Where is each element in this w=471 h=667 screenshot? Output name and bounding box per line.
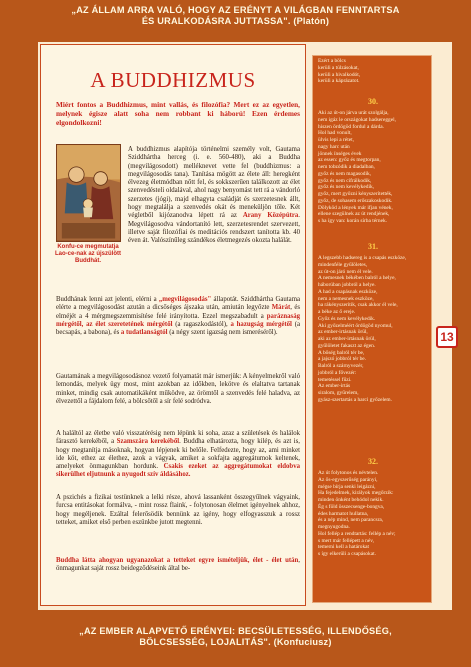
p2-highlight-d: Márát — [271, 304, 291, 312]
top-banner-line2: ÉS URALKODÁSRA JUTTASSA". (Platón) — [141, 16, 330, 26]
p2-highlight-h: a hazugság mérgétől — [230, 320, 292, 328]
paragraph-2 — [56, 296, 300, 337]
page-number-badge: 13 — [436, 326, 458, 348]
p6-text-b: , önmagunkat saját rossz beidegződéseink által be- — [56, 557, 300, 573]
verse-intro: Ezért a bölcs kerüli a túlzásokat, kerüli a hivalkodót, kerüli a káprázatot. — [318, 58, 361, 85]
p2-highlight-j: a tudatlanságtól — [120, 329, 168, 337]
bottom-banner — [0, 626, 471, 648]
paragraph-1 — [128, 146, 300, 246]
buddha-painting-image — [56, 144, 121, 242]
p2-text-g: (a ragaszkodástól), — [172, 320, 231, 328]
p6-highlight: Buddha látta ahogyan ugyanazokat a tetteket egyre ismételjük, élet - élet után — [56, 557, 299, 564]
paragraph-3: Gautamának a megvilágosodásnoz vezető folyamatát már ismerjük: A kényelmekről való lemondás, melyek ügy most, mint azokban az időkben, lekötve és elaltatva tartanak minket, mindig csak automatikáként működve, az örömtől a szenvedés felé haladva, az élvezettől a fájdalom felé, a bölcsőtől a sír felé sodródva. — [56, 373, 300, 405]
top-banner-line1: „AZ ÁLLAM ARRA VALÓ, HOGY AZ ERÉNYT A VILÁGBAN FENNTARTSA — [71, 5, 400, 15]
p1-highlight: Arany Középútra — [242, 212, 299, 220]
paragraph-4 — [56, 430, 300, 480]
p1-text-a: A buddhizmus alapítója történelmi személy volt, Gautama Sziddhártha herceg (i. e. 560-480), aki a Buddha (megvilágosodott) melléknevet vette fel (buddhizmus: a megvilágosodás tana). Tanítása mögött az élete áll: heregként élvezeg életmódban nőtt fel, és sokkszerűen találkozott az élet szenvedésteli oldalával, ahol nagy benyomást tett rá a vándorló szerzetes (jógi), majd elhagyta családját és szerzetesnek állt, hogy megtalálja a szenvedés okát és meneküljön tőle. Két végletből kijózanodva lépett rá az — [128, 146, 300, 220]
p4-text-c: . Buddha elhatározta, hogy kilép, és azt is, hogy megtanítja másoknak, hogyan lépjenek ki belőle. Felfedezte, hogy az, ami minket ide köt, ethez az élethez, azok a vágyak, amiket a sokfajta aggregátumok keltenek, amelyeket önmagunkban hordunk. — [56, 438, 300, 471]
p2-text-a: Buddhának lenni azt jelenti, elérni a — [56, 296, 159, 303]
p1-text-c: . Megvilágosodva vándortanító lett, szerzetesrendet szervezett, illetve saját filozófiai és meditációs rendszert tanította kb. 40 éven át. Valószínűleg szándékos életmegezés okozta halálát. — [128, 212, 300, 245]
verse-31: A legszebb hadsereg is a csapás eszköze, mindenféle gyűlöletes, az út-on járó nem él vele. A nemesnek békében balról a helye, háborúban jobbról a helye. A had a csapásnak eszköze, nem a nemesnek eszköze, ha rákényszerítik, csak akkor él vele, a béke az ő ereje. Győz és nem kevélykedik. Aki győzelméért ördögöd nyomul, az ember-irtásnak örül, aki az ember-irtásnak örül, gyűlöletet fakaszt az égen. A bőség balról tér be, a jajszó jobbról tér be. Balról a szárnyvezér, jobbról a fővezér: temetéssel fűzi. Az ember-irtás siralom, gyűrelem, gyász-szertartás a harci győzelem. — [318, 255, 407, 403]
p2-text-i: (a becsapás, a babona), és — [56, 320, 300, 337]
verse-32: Az út folytonos és névtelen. Az ős-egyszerűség parányi, mégse bírja senki leigázni, Ha fejedelmek, királyok megőrzik: minden önként behódol nekik. Ég s föld összecsenge-bongva, édes harmatot hullatna, és a nép mind, nem parancsra, megnyugodna. Hol fellép a rendtartás: fellép a név; s mert már fellépett a név, temerni kell a határokat s így elkerüli a csapásokat. — [318, 470, 396, 557]
p2-highlight-b: „megvilágosodás" — [158, 296, 212, 303]
p2-text-c: állapotát. Sziddhártha Gautama elérte a megvilágosodást azután a dicsőséges ájszaka után, amiután legyőzte — [56, 296, 300, 312]
p2-text-e: , és elméjét a 4 mérgmegszemmisítése felé irányította. Ezzel megszabadult a — [56, 304, 301, 320]
painting-illustration — [57, 145, 120, 241]
article-title: A BUDDHIZMUS — [90, 68, 256, 92]
bottom-banner-line1: „AZ EMBER ALAPVETŐ ERÉNYEI: BECSÜLETESSÉG, ILLENDŐSÉG, — [79, 626, 392, 636]
paragraph-5: A pszichés a fizikai testünknek a lelki része, ahová lassanként összegyűlnek vágyaink, furcsa entitásokat formálva, - mint rossz flainkֹ, - folytonosan élelmet igényelnek ahhoz, hogy megéljenek. Ezáltal felerősödik bennünk az igény, hogy elfogyasszuk a rossz tetteket, amiket első perben eszünkbe jutott megtenni. — [56, 494, 300, 526]
p4-highlight-d: Csakis ezeket az aggregátumokat eldobva sikerülhet eljutnunk a nyugodt szív áldásához. — [56, 463, 300, 479]
p4-text-a: A haláltól az életbe való visszatérésig nem lépünk ki soha, azaz a születések és halálok fárasztó kerekéből, a — [56, 430, 300, 446]
verse-number-30: 30. — [368, 97, 378, 106]
verse-number-31: 31. — [368, 242, 378, 251]
verse-30: Aki az út-on járva urát szolgálja, nem igáz le országokat hadsereggel, hiszen ördögöd fordul a dárda. Hol had vonult, ülvis lepi a rétet, nagy harc után jönnek ínséges évek az essen: győz és megtorpan, nem tobzódik a diadalban, győz és nem magasodik, győz és nem cifrálkodik, győz és nem kevélykedik, győz, mert győzni kényszerítették, győz, de sohasem erőszakoskodik. Dölyköd a lények már ifjan vének, ellene szegülnek az út rendjének, s ha így van: korán sírba térnek. — [318, 110, 396, 224]
paragraph-6 — [56, 557, 300, 574]
p4-highlight-b: Szamszára kerekéből — [116, 438, 180, 446]
top-banner — [0, 5, 471, 27]
bottom-banner-line2: BÖLCSESSÉG, LOJALITÁS". (Konfuciusz) — [139, 637, 332, 647]
verse-number-32: 32. — [368, 457, 378, 466]
article-intro: Miért fontos a Buddhizmus, mint vallás, és filozófia? Mert ez az egyetlen, melynek égisze alatt soha nem robbant ki háború! Ezen érdemes elgondolkozni! — [56, 100, 300, 127]
p2-highlight-f: paráznaság mérgétől, az élet szeretetének mérgétől — [56, 312, 300, 328]
p2-text-k: (a négy szent igazság nem ismeréséről). — [167, 329, 278, 337]
image-caption: Konfu-ce megmutatja Lao-ce-nak az újszülött Buddhát. — [54, 244, 121, 265]
